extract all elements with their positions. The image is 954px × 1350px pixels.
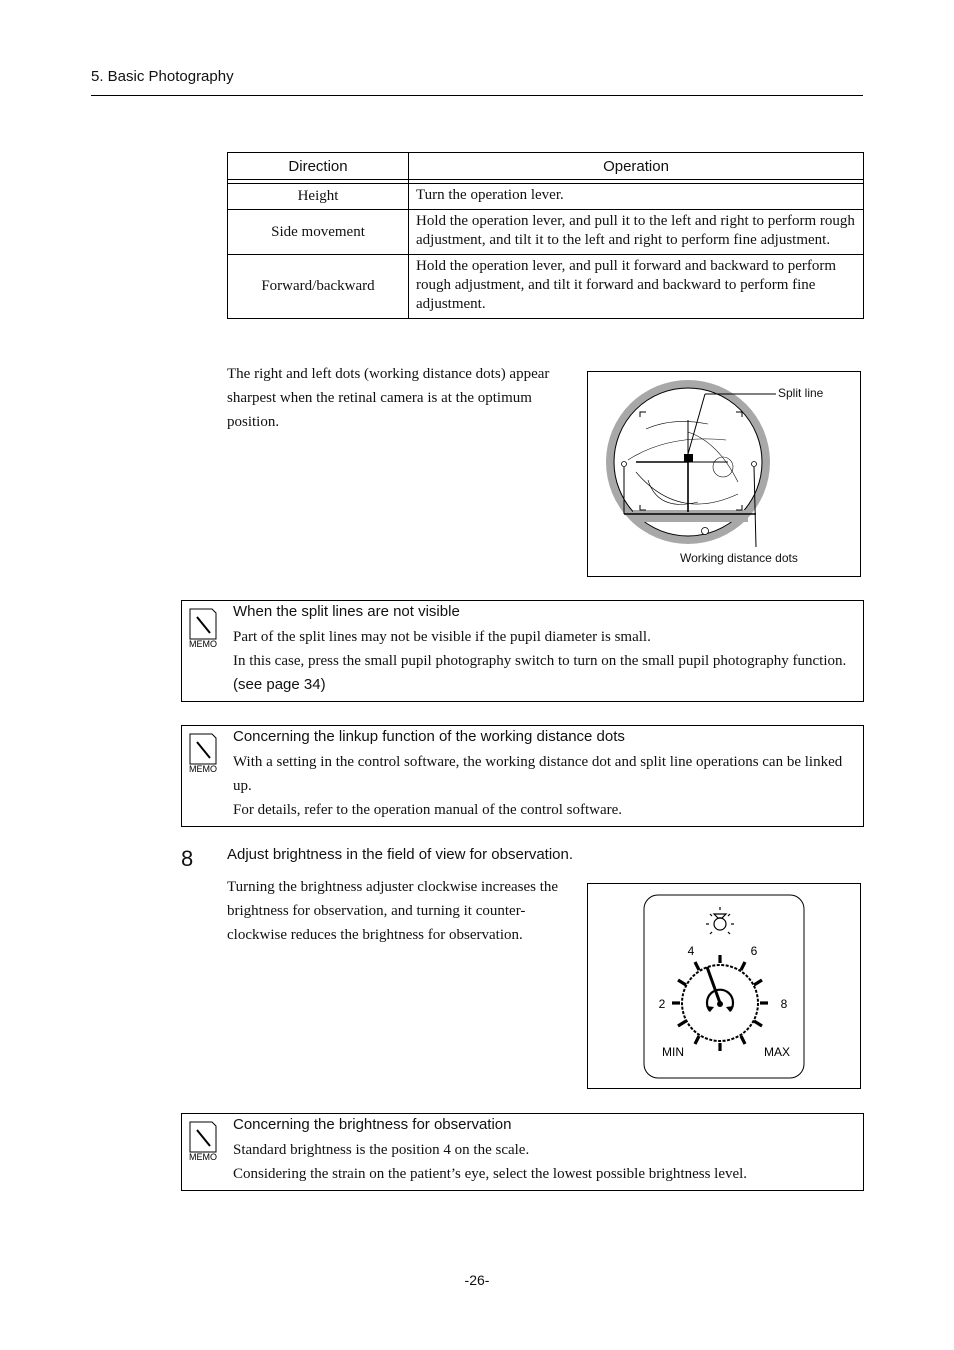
memo-icon [188,1120,218,1160]
memo-title: When the split lines are not visible [233,603,460,620]
table-cell-operation: Turn the operation lever. [409,184,864,210]
memo-line: For details, refer to the operation manual of the control software. [233,802,623,818]
split-line-diagram [588,372,860,576]
svg-text:MEMO: MEMO [189,639,217,647]
memo-split-lines [181,600,864,702]
table-row [228,210,864,255]
split-line-label: Split line [778,386,824,400]
operation-table [227,152,864,319]
table-row [228,184,864,210]
memo-line: Considering the strain on the patient’s eye, select the lowest possible brightness level. [233,1166,748,1182]
memo-title: Concerning the brightness for observation [233,1116,512,1133]
svg-text:MEMO: MEMO [189,1152,217,1160]
page-header: 5. Basic Photography [91,68,234,85]
table-cell-direction: Side movement [228,210,409,255]
split-line-figure [587,371,861,577]
table-cell-direction: Height [228,184,409,210]
memo-line: With a setting in the control software, the working distance dot and split line operations can be linked up. [233,754,843,794]
table-cell-operation: Hold the operation lever, and pull it to the left and right to perform rough adjustment, and tilt it to the left and right to perform fine adjustment. [409,210,864,255]
scale-label: 8 [780,997,788,1011]
svg-text:MEMO: MEMO [189,764,217,772]
memo-icon [188,607,218,647]
memo-line: Part of the split lines may not be visible if the pupil diameter is small. [233,629,651,645]
memo-title: Concerning the linkup function of the working distance dots [233,728,625,745]
table-header-direction: Direction [228,153,409,180]
memo-body [233,750,858,822]
memo-body [233,1138,858,1186]
working-distance-paragraph: The right and left dots (working distance dots) appear sharpest when the retinal camera is at the optimum position. [227,366,550,430]
table-header-operation: Operation [409,153,864,180]
min-label: MIN [662,1045,684,1059]
brightness-dial-figure [587,883,861,1089]
memo-linkup [181,725,864,827]
scale-label: 2 [658,997,666,1011]
memo-brightness [181,1113,864,1191]
memo-icon [188,732,218,772]
memo-line: Standard brightness is the position 4 on the scale. [233,1142,530,1158]
header-divider [91,95,863,96]
max-label: MAX [763,1045,791,1059]
table-cell-direction: Forward/backward [228,255,409,319]
table-header-row [228,153,864,180]
brightness-dial-diagram [588,884,860,1088]
memo-body [233,625,858,697]
memo-line: In this case, press the small pupil photography switch to turn on the small pupil photography function. (see page 34) [233,653,847,693]
scale-label: 4 [687,944,695,958]
brightness-paragraph: Turning the brightness adjuster clockwise increases the brightness for observation, and turning it counter-clockwise reduces the brightness for observation. [227,879,559,943]
step-number: 8 [181,846,194,871]
table-cell-operation: Hold the operation lever, and pull it forward and backward to perform rough adjustment, and tilt it forward and backward to perform fine adjustment. [409,255,864,319]
scale-label: 6 [750,944,758,958]
working-distance-dots-label: Working distance dots [680,551,798,565]
page-number: -26- [464,1272,490,1288]
page-reference-link[interactable]: (see page 34) [233,676,326,693]
step-title: Adjust brightness in the field of view for observation. [227,846,574,863]
table-row [228,255,864,319]
